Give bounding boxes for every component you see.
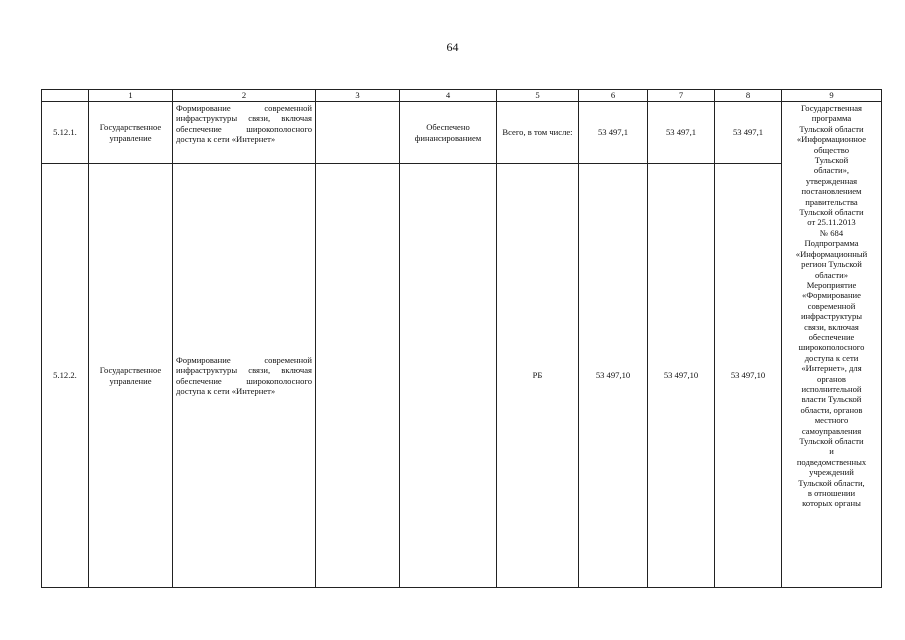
program-reference-line: современной [807, 300, 856, 311]
program-reference-line: постановлением [801, 186, 862, 197]
program-reference-line: в отношении [807, 488, 856, 499]
row-col8: 53 497,10 [715, 164, 782, 588]
program-reference-line: самоуправления [801, 425, 862, 436]
row-col6: 53 497,10 [579, 164, 648, 588]
header-cell-9: 9 [782, 90, 882, 102]
program-reference-line: Тульской области [799, 436, 864, 446]
header-cell-6: 6 [579, 90, 648, 102]
row-col3 [316, 102, 400, 164]
program-reference-line: доступа к сети [804, 352, 859, 363]
row-col8: 53 497,1 [715, 102, 782, 164]
program-reference-line: Тульской [814, 155, 849, 166]
program-reference-line: инфраструктуры [800, 311, 863, 322]
program-reference-line: от 25.11.2013 [807, 217, 856, 228]
program-reference-line: учреждений [809, 467, 854, 478]
program-reference-line: Мероприятие [806, 279, 857, 290]
program-reference-line: общество [813, 144, 850, 155]
program-reference-line: подведомственных [796, 456, 867, 467]
header-cell-1: 1 [89, 90, 173, 102]
program-reference-cell [782, 102, 882, 588]
program-reference-line: «Информационный [795, 248, 868, 259]
program-reference-line: Тульской области [799, 123, 864, 134]
program-reference-line: регион Тульской [801, 259, 862, 270]
program-reference-line: Подпрограмма [804, 238, 859, 249]
row-number: 5.12.2. [42, 164, 89, 588]
header-cell-7: 7 [648, 90, 715, 102]
program-reference-line: связи, включая [804, 321, 859, 332]
program-reference-line: программа [811, 113, 852, 124]
program-reference-line: и [829, 446, 834, 457]
row-sphere: Государственное управление [89, 102, 173, 164]
row-col7: 53 497,10 [648, 164, 715, 588]
program-reference-line: которых органы [802, 498, 861, 509]
header-cell-5: 5 [497, 90, 579, 102]
program-reference-line: местного [814, 415, 849, 426]
program-reference-line: № 684 [819, 227, 844, 238]
header-cell-0 [42, 90, 89, 102]
header-cell-8: 8 [715, 90, 782, 102]
row-col3 [316, 164, 400, 588]
program-reference-line: исполнительной [801, 383, 862, 394]
row-col4 [400, 164, 497, 588]
row-col5: РБ [497, 164, 579, 588]
program-reference-line: области, органов [800, 404, 863, 415]
program-reference-line: правительства [805, 196, 858, 207]
program-reference-line: области», [813, 165, 850, 176]
header-cell-2: 2 [173, 90, 316, 102]
row-col7: 53 497,1 [648, 102, 715, 164]
program-reference-line: власти Тульской [801, 394, 862, 405]
row-measure-name: Формирование современной инфраструктуры связи, включая обеспечение широкополосного доступа к сети «Интернет» [173, 102, 316, 164]
program-reference-line: широкополосного [798, 342, 865, 353]
program-reference-line: Тульской области [799, 207, 864, 218]
program-reference-line: области» [814, 269, 849, 280]
row-col5: Всего, в том числе: [497, 102, 579, 164]
program-reference-line: «Формирование [802, 290, 861, 301]
row-col6: 53 497,1 [579, 102, 648, 164]
table-row [42, 164, 882, 588]
header-row [42, 90, 882, 102]
header-cell-4: 4 [400, 90, 497, 102]
program-reference-line: утвержденная [805, 175, 858, 186]
program-reference-line: органов [817, 373, 846, 384]
program-reference-line: Государственная [800, 103, 863, 113]
header-cell-3: 3 [316, 90, 400, 102]
row-measure-name: Формирование современной инфраструктуры связи, включая обеспечение широкополосного доступа к сети «Интернет» [173, 164, 316, 588]
row-col4: Обеспечено финансированием [400, 102, 497, 164]
table-row [42, 102, 882, 164]
program-reference-line: Тульской области, [798, 477, 865, 488]
row-number: 5.12.1. [42, 102, 89, 164]
row-sphere: Государственное управление [89, 164, 173, 588]
page-number: 64 [446, 40, 459, 54]
program-reference-line: «Интернет», для [801, 363, 862, 374]
program-table [41, 89, 882, 588]
program-reference-line: обеспечение [808, 331, 855, 342]
program-reference-line: «Информационное [796, 134, 867, 145]
